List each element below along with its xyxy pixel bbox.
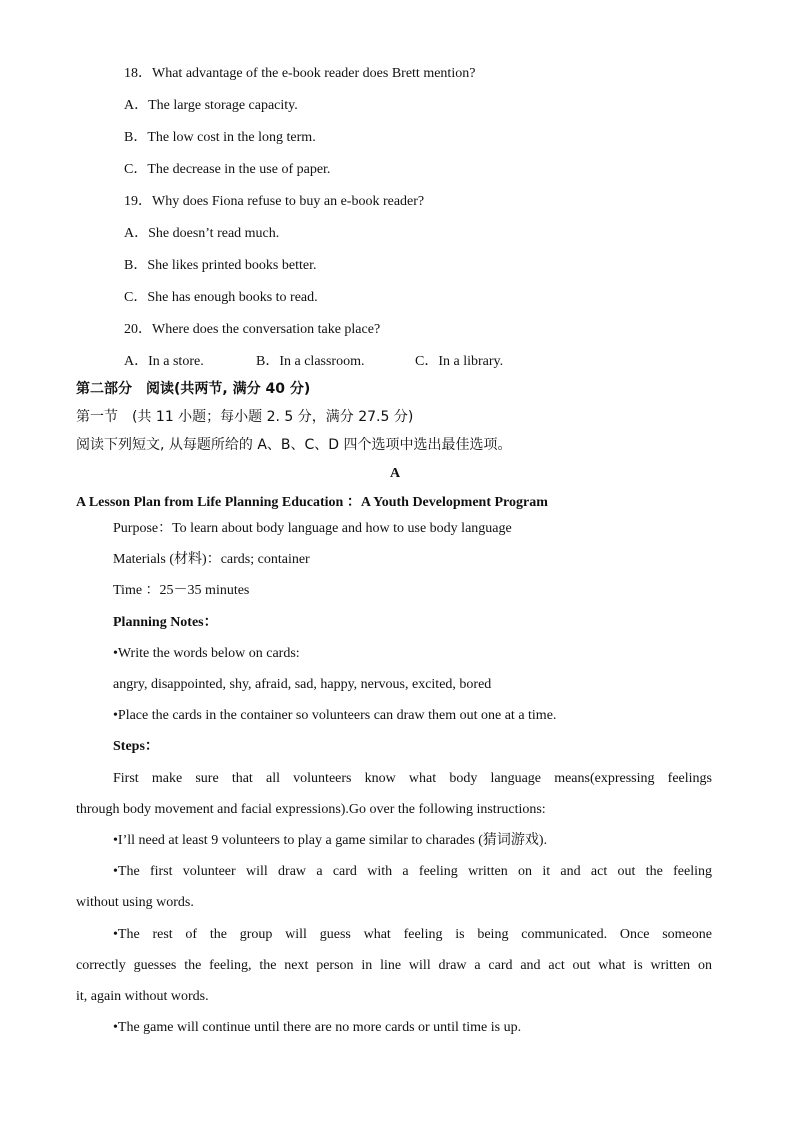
feeling-words-list: angry, disappointed, shy, afraid, sad, happy, nervous, excited, bored [113, 677, 492, 692]
steps-paragraph-line-1: First make sure that all volunteers know what body language means(expressing feelings [113, 771, 712, 786]
question-19-stem: 19．Why does Fiona refuse to buy an e-book reader? [124, 194, 425, 209]
reading-section-title: 第一节 (共 11 小题；每小题 2. 5 分，满分 27.5 分) [76, 409, 414, 425]
question-19-option-c: C．She has enough books to read. [124, 290, 318, 305]
bullet-first-volunteer-line-1: •The first volunteer will draw a card with a feeling written on it and act out the feeling [113, 864, 712, 879]
question-20-option-a: A．In a store. [124, 354, 204, 369]
steps-heading: Steps： [113, 739, 159, 754]
bullet-rest-of-group-line-3: it, again without words. [76, 989, 209, 1004]
time-line: Time ：25－35 minutes [113, 583, 250, 598]
question-18-stem: 18．What advantage of the e-book reader does Brett mention? [124, 66, 476, 81]
planning-notes-heading: Planning Notes： [113, 615, 218, 630]
question-18-option-a: A．The large storage capacity. [124, 98, 298, 113]
materials-line: Materials (材料)：cards; container [113, 552, 310, 567]
reading-part-title: 第二部分 阅读(共两节, 满分 40 分) [76, 381, 311, 397]
bullet-game-continues: •The game will continue until there are no more cards or until time is up. [113, 1020, 522, 1035]
note-write-words: •Write the words below on cards: [113, 646, 300, 661]
question-18-option-b: B．The low cost in the long term. [124, 130, 316, 145]
question-18-option-c: C．The decrease in the use of paper. [124, 162, 331, 177]
passage-title: A Lesson Plan from Life Planning Education ：A Youth Development Program [76, 495, 548, 510]
reading-instruction: 阅读下列短文, 从每题所给的 A、B、C、D 四个选项中选出最佳选项。 [76, 437, 512, 453]
steps-paragraph-line-2: through body movement and facial expressions).Go over the following instructions: [76, 802, 546, 817]
purpose-line: Purpose：To learn about body language and how to use body language [113, 521, 512, 536]
bullet-rest-of-group-line-1: •The rest of the group will guess what feeling is being communicated. Once someone [113, 927, 712, 942]
question-20-option-b: B．In a classroom. [256, 354, 365, 369]
note-place-cards: •Place the cards in the container so volunteers can draw them out one at a time. [113, 708, 557, 723]
bullet-rest-of-group-line-2: correctly guesses the feeling, the next person in line will draw a card and act out what is written on [76, 958, 712, 973]
question-19-option-a: A．She doesn’t read much. [124, 226, 280, 241]
question-20-option-c: C．In a library. [415, 354, 504, 369]
question-20-stem: 20．Where does the conversation take place? [124, 322, 381, 337]
bullet-first-volunteer-line-2: without using words. [76, 895, 194, 910]
bullet-volunteers: •I’ll need at least 9 volunteers to play a game similar to charades (猜词游戏). [113, 833, 548, 848]
question-19-option-b: B．She likes printed books better. [124, 258, 317, 273]
passage-letter: A [390, 466, 401, 481]
